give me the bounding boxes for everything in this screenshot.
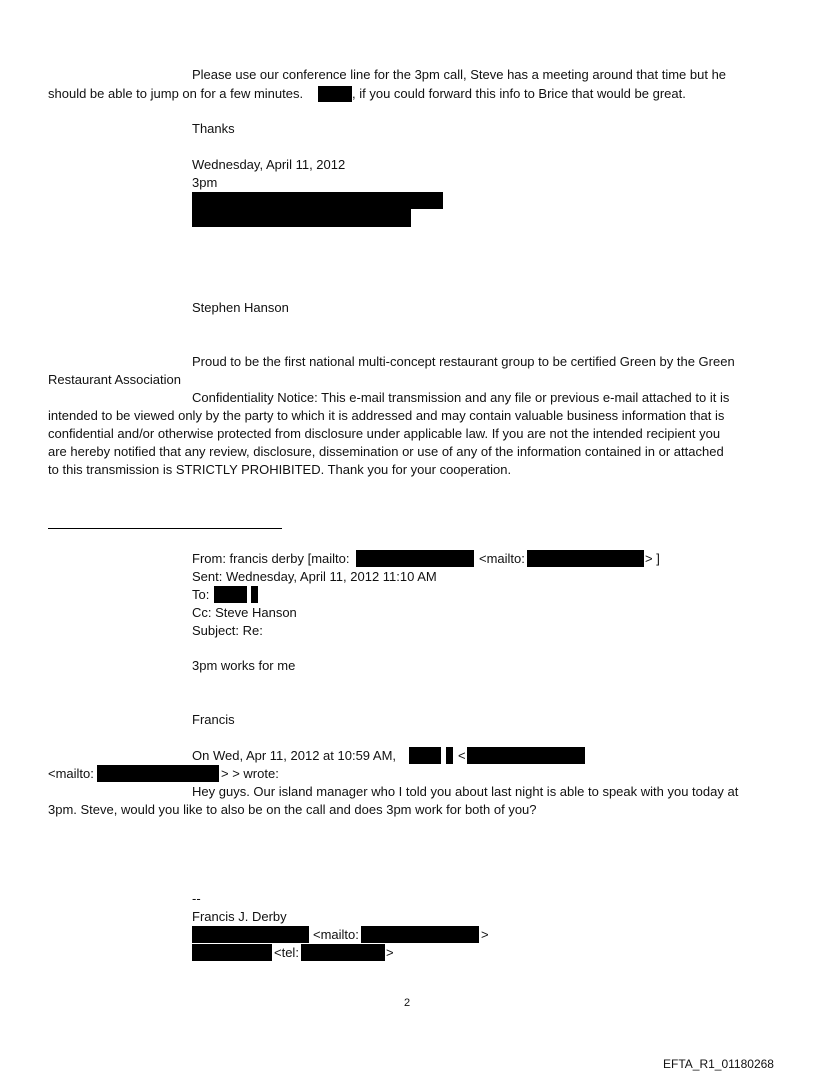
quoted-on-a: On Wed, Apr 11, 2012 at 10:59 AM, [192, 748, 397, 763]
meeting-time: 3pm [192, 175, 218, 190]
redaction-box [97, 765, 219, 782]
quoted-mailto-a: <mailto: [48, 766, 94, 781]
redaction-box [192, 944, 272, 961]
sig-tel-b: > [386, 945, 394, 960]
reply-name: Francis [192, 712, 235, 727]
confidentiality-line-5: to this transmission is STRICTLY PROHIBITED. Thank you for your cooperation. [48, 462, 512, 477]
redaction-box [356, 550, 474, 567]
confidentiality-line-1: Confidentiality Notice: This e-mail transmission and any file or previous e-mail attached to it is [192, 390, 730, 405]
redaction-box [192, 192, 443, 209]
intro-line-2b: , if you could forward this info to Brice that would be great. [352, 86, 686, 101]
separator-line [48, 528, 282, 529]
redaction-box [192, 209, 411, 227]
redaction-box [318, 86, 352, 102]
header-sent: Sent: Wednesday, April 11, 2012 11:10 AM [192, 569, 437, 584]
redaction-box [214, 586, 247, 603]
green-line-2: Restaurant Association [48, 372, 181, 387]
confidentiality-line-2: intended to be viewed only by the party to which it is addressed and may contain valuable business information that is [48, 408, 725, 423]
header-from-b: <mailto: [479, 551, 525, 566]
page-number: 2 [404, 997, 411, 1009]
redaction-box [301, 944, 385, 961]
confidentiality-line-3: confidential and/or otherwise protected from disclosure under applicable law. If you are not the intended recipient you [48, 426, 721, 441]
redaction-box [446, 747, 453, 764]
header-to: To: [192, 587, 210, 602]
intro-line-2a: should be able to jump on for a few minutes. [48, 86, 304, 101]
redaction-box [409, 747, 441, 764]
redaction-box [527, 550, 644, 567]
sig-mailto-b: > [481, 927, 489, 942]
sig-name: Francis J. Derby [192, 909, 287, 924]
signature-name: Stephen Hanson [192, 300, 289, 315]
intro-line-1: Please use our conference line for the 3pm call, Steve has a meeting around that time but he [192, 67, 727, 82]
header-from-c: > ] [645, 551, 660, 566]
thanks-text: Thanks [192, 121, 235, 136]
sig-tel-a: <tel: [274, 945, 299, 960]
reply-body: 3pm works for me [192, 658, 296, 673]
quoted-on-b: < [458, 748, 466, 763]
confidentiality-line-4: are hereby notified that any review, disclosure, dissemination or use of any of the information contained in or attached [48, 444, 724, 459]
green-line-1: Proud to be the first national multi-concept restaurant group to be certified Green by the Green [192, 354, 735, 369]
quoted-body-2: 3pm. Steve, would you like to also be on the call and does 3pm work for both of you? [48, 802, 537, 817]
meeting-date: Wednesday, April 11, 2012 [192, 157, 346, 172]
header-subject: Subject: Re: [192, 623, 263, 638]
sig-dashes: -- [192, 891, 201, 906]
redaction-box [467, 747, 585, 764]
document-id: EFTA_R1_01180268 [663, 1057, 774, 1071]
redaction-box [361, 926, 479, 943]
header-from-a: From: francis derby [mailto: [192, 551, 350, 566]
redaction-box [251, 586, 258, 603]
redaction-box [192, 926, 309, 943]
quoted-body-1: Hey guys. Our island manager who I told you about last night is able to speak with you today at [192, 784, 739, 799]
quoted-mailto-b: > > wrote: [221, 766, 279, 781]
header-cc: Cc: Steve Hanson [192, 605, 297, 620]
sig-mailto-a: <mailto: [313, 927, 359, 942]
